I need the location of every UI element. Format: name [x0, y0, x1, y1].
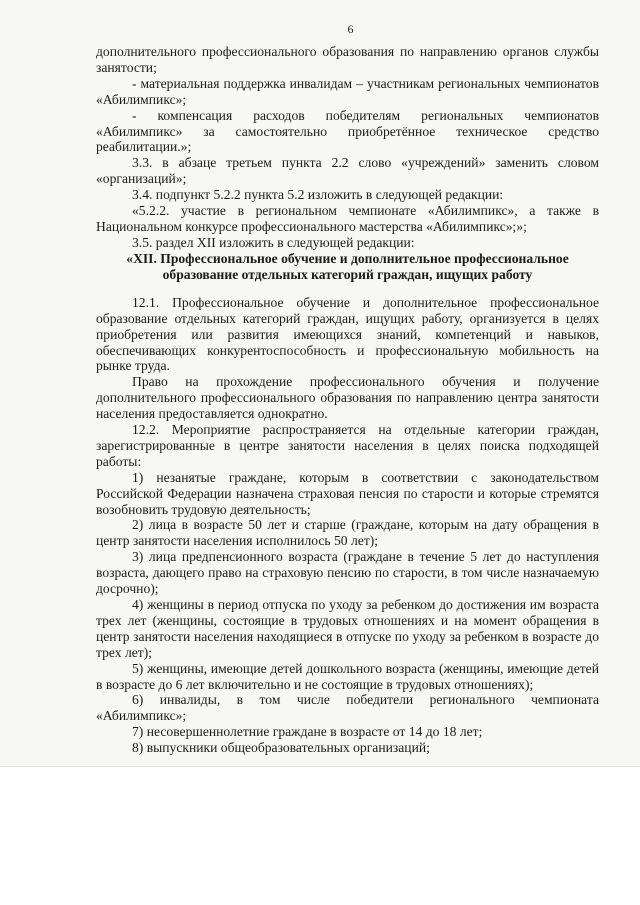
list-item: 3) лица предпенсионного возраста (граждане в течение 5 лет до наступления возраста, дающего право на страховую пенсию по старости, в том числе назначаемую досрочно); [96, 549, 599, 597]
document-page [96, 22, 599, 756]
paragraph: 3.5. раздел XII изложить в следующей редакции: [132, 234, 415, 250]
list-item: 6) инвалиды, в том числе победители регионального чемпионата «Абилимпикс»; [96, 692, 599, 724]
list-item: 2) лица в возрасте 50 лет и старше (граждане, которым на дату обращения в центр занятости населения исполнилось 50 лет); [96, 517, 599, 549]
paragraph: - компенсация расходов победителям региональных чемпионатов «Абилимпикс» за самостоятельно приобретённое техническое средство реабилитации.»; [96, 107, 599, 155]
paragraph: - материальная поддержка инвалидам – участникам региональных чемпионатов «Абилимпикс»; [96, 75, 599, 107]
page-number: 6 [347, 22, 354, 36]
paragraph: 12.2. Мероприятие распространяется на отдельные категории граждан, зарегистрированные в центре занятости населения в целях поиска подходящей работы: [96, 422, 599, 469]
list-item: 5) женщины, имеющие детей дошкольного возраста (женщины, имеющие детей в возрасте до 6 лет включительно и не состоящие в трудовых отношениях); [96, 660, 599, 692]
list-item: 4) женщины в период отпуска по уходу за ребенком до достижения им возраста трех лет (женщины, состоящие в трудовых отношениях и на момент обращения в центр занятости населения находящиеся в отпуске по уходу за ребенком в возрасте до трех лет); [96, 597, 599, 660]
paragraph: 12.1. Профессиональное обучение и дополнительное профессиональное образование отдельных категорий граждан, ищущих работу, организуется в целях приобретения или развития имеющихся знаний, компетенций и навыков, обеспечивающих конкурентоспособность и профессиональную мобильность на рынке труда. [96, 294, 599, 374]
list-item: 8) выпускники общеобразовательных организаций; [132, 740, 430, 756]
paragraph: 3.3. в абзаце третьем пункта 2.2 слово «учреждений» заменить словом «организаций»; [96, 155, 599, 187]
section-heading: «XII. Профессиональное обучение и дополнительное профессиональное образование отдельных категорий граждан, ищущих работу [126, 250, 569, 282]
paragraph: Право на прохождение профессионального обучения и получение дополнительного профессионального образования по направлению центра занятости населения предоставляется однократно. [96, 374, 599, 422]
list-item: 1) незанятые граждане, которым в соответствии с законодательством Российской Федерации назначена страховая пенсия по старости и которые стремятся возобновить трудовую деятельность; [96, 469, 599, 517]
list-item: 7) несовершеннолетние граждане в возрасте от 14 до 18 лет; [132, 724, 483, 740]
spacer [96, 283, 599, 295]
paragraph: 3.4. подпункт 5.2.2 пункта 5.2 изложить в следующей редакции: [132, 187, 504, 203]
paragraph: «5.2.2. участие в региональном чемпионате «Абилимпикс», а также в Национальном конкурсе профессионального мастерства «Абилимпикс»;»; [96, 203, 599, 234]
paragraph: дополнительного профессионального образования по направлению органов службы занятости; [96, 44, 599, 75]
